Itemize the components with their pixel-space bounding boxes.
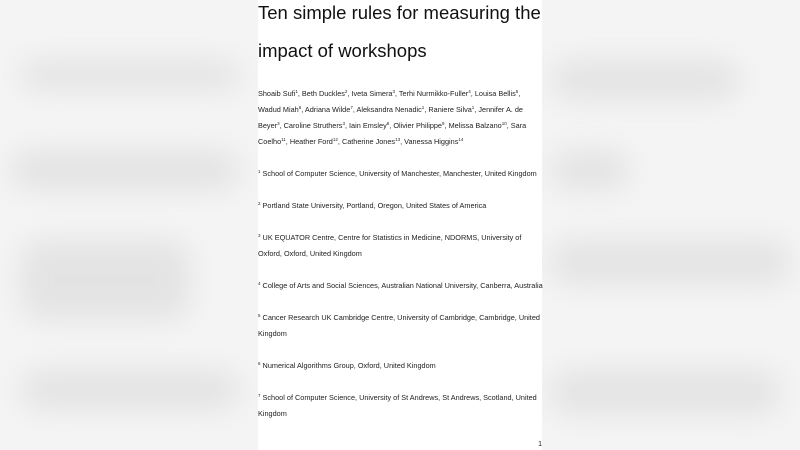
author-name: Iveta Simera (351, 89, 393, 98)
affiliation-number: 5 (258, 313, 261, 318)
affiliation-marker: 1 (471, 105, 475, 110)
author-name: Caroline Struthers (283, 121, 343, 130)
affiliation-marker: 3 (392, 89, 395, 94)
affiliation-text: School of Computer Science, University of Manchester, Manchester, United Kingdom (260, 169, 537, 178)
author-name: Wadud Miah (258, 105, 299, 114)
blur-shape (550, 240, 790, 285)
affiliation-marker: 14 (458, 137, 464, 142)
affiliation-marker: 13 (395, 137, 401, 142)
title-line-2: impact of workshops (258, 40, 427, 61)
author-name: Raniere Silva (428, 105, 472, 114)
paper-title (258, 0, 548, 70)
blur-shape (10, 150, 240, 190)
affiliation-text: Numerical Algorithms Group, Oxford, United Kingdom (260, 361, 436, 370)
page-number: 1 (538, 441, 542, 448)
affiliation-number: 7 (258, 393, 261, 398)
author-name: Catherine Jones (341, 137, 396, 146)
author-name: Sara Coelho (258, 121, 527, 146)
blur-shape (20, 370, 240, 410)
affiliation-marker: 2 (344, 89, 348, 94)
author-name: Iain Emsley (349, 121, 387, 130)
affiliation-number: 3 (258, 233, 261, 238)
affiliation-item (258, 310, 544, 342)
affiliation-marker: 1 (295, 89, 298, 94)
blur-shape (550, 150, 630, 190)
affiliation-item (258, 230, 544, 262)
affiliation-number: 1 (258, 169, 261, 174)
author-name: Louisa Bellis (474, 89, 516, 98)
affiliation-number: 6 (258, 361, 261, 366)
affiliation-item (258, 166, 544, 182)
author-name: Heather Ford (289, 137, 333, 146)
author-name: Melissa Balzano (448, 121, 502, 130)
author-name: Olivier Philippe (393, 121, 442, 130)
affiliation-marker: 9 (442, 121, 445, 126)
affiliation-item (258, 198, 544, 214)
affiliation-text: Portland State University, Portland, Oregon, United States of America (260, 201, 487, 210)
affiliation-marker: 5 (515, 89, 519, 94)
blur-shape (20, 240, 190, 320)
affiliation-text: UK EQUATOR Centre, Centre for Statistics in Medicine, NDORMS, University of Oxford, Oxford, United Kingdom (258, 233, 522, 258)
affiliation-marker: 6 (298, 105, 302, 110)
affiliation-text: School of Computer Science, University of St Andrews, St Andrews, Scotland, United Kingdom (258, 393, 537, 418)
affiliation-marker: 4 (468, 89, 471, 94)
affiliation-text: Cancer Research UK Cambridge Centre, University of Cambridge, Cambridge, United Kingdom (258, 313, 540, 338)
affiliation-marker: 12 (332, 137, 338, 142)
affiliation-marker: 7 (350, 105, 353, 110)
author-name: Jennifer A. de Beyer (258, 105, 523, 130)
author-name: Vanessa Higgins (404, 137, 459, 146)
affiliation-marker: 3 (277, 121, 280, 126)
affiliation-number: 4 (258, 281, 261, 286)
affiliation-marker: 3 (342, 121, 345, 126)
affiliation-text: College of Arts and Social Sciences, Australian National University, Canberra, Australia (260, 281, 543, 290)
author-name: Shoaib Sufi (258, 89, 296, 98)
author-list: Shoaib Sufi$^1$, Beth Duckles$^2$, Iveta Simera$^3$, Terhi Nurmikko-Fuller$^4$, Louisa Bellis$^5$, Wadud Miah$^6$, Adriana Wilde$^7$, Aleksandra Nenadic$^1$, Raniere Silva$^1$, Jennifer A. de Beyer$^3$, Caroline Struthers$^3$, Iain Emsley$^8$, Olivier Philippe$^9$, Melissa Balzano$^{10}$, Sara Coelho$^{11}$, Heather Ford$^{12}$, Catherine Jones$^{13}$, Vanessa Higgins$^{14}$ (258, 89, 527, 146)
blur-shape (20, 60, 240, 90)
title-line-1: Ten simple rules for measuring the (258, 2, 541, 23)
affiliation-marker: 10 (501, 121, 507, 126)
affiliation-item (258, 278, 544, 294)
author-name: Aleksandra Nenadic (356, 105, 422, 114)
affiliation-item (258, 390, 544, 422)
affiliation-marker: 8 (386, 121, 390, 126)
author-name: Beth Duckles (301, 89, 345, 98)
author-name: Adriana Wilde (304, 105, 351, 114)
blur-shape (550, 370, 780, 415)
document-page (258, 0, 542, 450)
author-name: Terhi Nurmikko-Fuller (398, 89, 469, 98)
affiliation-number: 2 (258, 201, 261, 206)
blur-shape (550, 60, 740, 100)
affiliation-marker: 1 (421, 105, 425, 110)
affiliation-marker: 11 (281, 137, 286, 142)
affiliation-item (258, 358, 544, 374)
